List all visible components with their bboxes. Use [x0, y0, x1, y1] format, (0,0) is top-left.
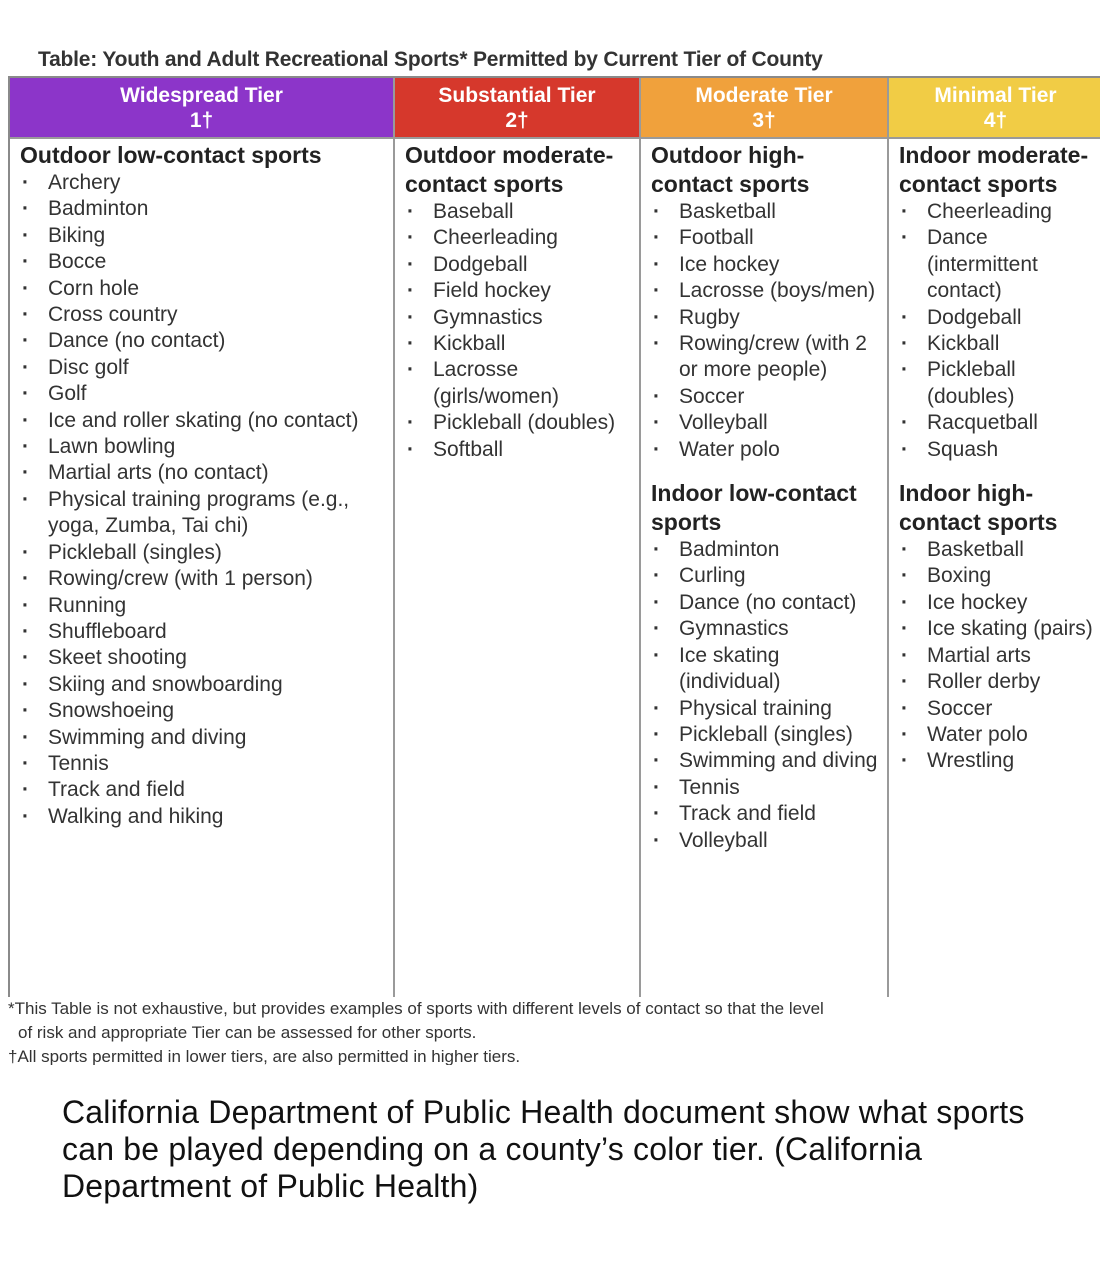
- tier-header-row: [10, 78, 1100, 137]
- sport-list-item: · Cross country: [20, 302, 387, 328]
- sport-list-item: · Running: [20, 593, 387, 619]
- sport-list: [20, 170, 387, 830]
- tier-header-moderate: [641, 78, 889, 137]
- sport-group-heading: Outdoor low-contact sports: [20, 142, 322, 168]
- column-widespread: [10, 139, 395, 997]
- tier-number: 1†: [189, 108, 214, 132]
- sport-list-item: · Pickleball (doubles): [405, 410, 633, 436]
- sport-list-item: · Volleyball: [651, 410, 881, 436]
- sport-list-item: · Baseball: [405, 199, 633, 225]
- sport-list-item: · Archery: [20, 170, 387, 196]
- sport-group: [405, 141, 633, 463]
- sport-list-item: · Pickleball (singles): [20, 540, 387, 566]
- sport-list-item: · Basketball: [651, 199, 881, 225]
- tier-name: Substantial Tier: [438, 83, 596, 107]
- tier-header-widespread: [10, 78, 395, 137]
- sport-list-item: · Basketball: [899, 537, 1096, 563]
- footnote-not-exhaustive: *This Table is not exhaustive, but provides examples of sports with different levels of contact so that the level: [8, 999, 824, 1018]
- sport-list-item: · Soccer: [899, 696, 1096, 722]
- tier-header-substantial: [395, 78, 641, 137]
- footnote-not-exhaustive-cont: of risk and appropriate Tier can be assessed for other sports.: [18, 1023, 477, 1042]
- sport-list-item: · Rugby: [651, 305, 881, 331]
- column-minimal: [889, 139, 1100, 997]
- sport-list-item: · Curling: [651, 563, 881, 589]
- tier-number: 4†: [983, 108, 1008, 132]
- sport-list: [899, 537, 1096, 775]
- sport-list-item: · Track and field: [20, 777, 387, 803]
- tier-name: Widespread Tier: [120, 83, 283, 107]
- sport-list-item: · Pickleball (singles): [651, 722, 881, 748]
- sport-list-item: · Disc golf: [20, 355, 387, 381]
- sport-list-item: · Boxing: [899, 563, 1096, 589]
- sport-list-item: · Cheerleading: [899, 199, 1096, 225]
- sport-list-item: · Badminton: [651, 537, 881, 563]
- sport-list-item: · Wrestling: [899, 748, 1096, 774]
- sport-list-item: · Dance (intermittent contact): [899, 225, 1096, 304]
- photo-caption: California Department of Public Health document show what sports can be played depending on a county’s color tier. (California Department of Public Health): [62, 1094, 1025, 1204]
- footnote-lower-tiers: †All sports permitted in lower tiers, are also permitted in higher tiers.: [8, 1047, 521, 1065]
- sport-list-item: · Pickleball (doubles): [899, 357, 1096, 410]
- sport-list-item: · Tennis: [20, 751, 387, 777]
- sport-list-item: · Water polo: [651, 437, 881, 463]
- sport-list-item: · Dodgeball: [899, 305, 1096, 331]
- sport-list-item: · Bocce: [20, 249, 387, 275]
- footnotes: [8, 997, 1100, 1065]
- sport-list-item: · Water polo: [899, 722, 1096, 748]
- sport-list-item: · Rowing/crew (with 2 or more people): [651, 331, 881, 384]
- sport-list-item: · Ice skating (individual): [651, 643, 881, 696]
- tier-name: Minimal Tier: [934, 83, 1057, 107]
- sport-list-item: · Ice skating (pairs): [899, 616, 1096, 642]
- sport-group: [899, 141, 1096, 463]
- sport-group-heading: Indoor high-contact sports: [899, 480, 1058, 536]
- sport-list-item: · Kickball: [899, 331, 1096, 357]
- sport-list-item: · Ice and roller skating (no contact): [20, 408, 387, 434]
- sport-list-item: · Gymnastics: [651, 616, 881, 642]
- sport-list-item: · Dance (no contact): [20, 328, 387, 354]
- sport-group-heading: Outdoor high-contact sports: [651, 142, 810, 197]
- sport-list-item: · Lacrosse (boys/men): [651, 278, 881, 304]
- sport-list-item: · Physical training programs (e.g., yoga, Zumba, Tai chi): [20, 487, 387, 540]
- sport-list: [899, 199, 1096, 463]
- sport-group: [651, 479, 881, 854]
- sport-list-item: · Martial arts: [899, 643, 1096, 669]
- sport-list-item: · Lacrosse (girls/women): [405, 357, 633, 410]
- sport-list-item: · Kickball: [405, 331, 633, 357]
- sport-list-item: · Dance (no contact): [651, 590, 881, 616]
- sport-list-item: · Snowshoeing: [20, 698, 387, 724]
- tier-name: Moderate Tier: [695, 83, 833, 107]
- sport-list-item: · Physical training: [651, 696, 881, 722]
- column-moderate: [641, 139, 889, 997]
- sport-list-item: · Ice hockey: [899, 590, 1096, 616]
- sport-list-item: · Golf: [20, 381, 387, 407]
- sport-list-item: · Squash: [899, 437, 1096, 463]
- sport-list-item: · Ice hockey: [651, 252, 881, 278]
- sport-group-heading: Indoor moderate-contact sports: [899, 142, 1089, 197]
- sport-list-item: · Cheerleading: [405, 225, 633, 251]
- sport-list-item: · Martial arts (no contact): [20, 460, 387, 486]
- sport-group-heading: Indoor low-contact sports: [651, 480, 857, 536]
- tier-table: [8, 76, 1100, 997]
- sport-list: [651, 537, 881, 854]
- sport-list-item: · Badminton: [20, 196, 387, 222]
- sport-list-item: · Swimming and diving: [651, 748, 881, 774]
- sport-group: [899, 479, 1096, 775]
- sport-list-item: · Volleyball: [651, 828, 881, 854]
- sport-list-item: · Dodgeball: [405, 252, 633, 278]
- sport-list-item: · Field hockey: [405, 278, 633, 304]
- tier-number: 3†: [752, 108, 776, 132]
- tier-number: 2†: [505, 108, 529, 132]
- sport-list-item: · Rowing/crew (with 1 person): [20, 566, 387, 592]
- sport-list-item: · Football: [651, 225, 881, 251]
- sport-list-item: · Track and field: [651, 801, 881, 827]
- sport-list-item: · Softball: [405, 437, 633, 463]
- column-substantial: [395, 139, 641, 997]
- tier-header-minimal: [889, 78, 1100, 137]
- sport-list-item: · Skeet shooting: [20, 645, 387, 671]
- sport-list-item: · Skiing and snowboarding: [20, 672, 387, 698]
- sport-list: [651, 199, 881, 463]
- sport-list-item: · Tennis: [651, 775, 881, 801]
- sport-list-item: · Gymnastics: [405, 305, 633, 331]
- sport-group: [20, 141, 387, 830]
- table-title: Table: Youth and Adult Recreational Sports* Permitted by Current Tier of County: [38, 48, 823, 71]
- sport-group-heading: Outdoor moderate-contact sports: [405, 142, 614, 197]
- sport-list-item: · Corn hole: [20, 276, 387, 302]
- sport-list-item: · Roller derby: [899, 669, 1096, 695]
- sport-list-item: · Racquetball: [899, 410, 1096, 436]
- sport-list-item: · Walking and hiking: [20, 804, 387, 830]
- sport-list: [405, 199, 633, 463]
- sport-list-item: · Swimming and diving: [20, 725, 387, 751]
- sport-list-item: · Lawn bowling: [20, 434, 387, 460]
- sport-list-item: · Shuffleboard: [20, 619, 387, 645]
- sport-list-item: · Soccer: [651, 384, 881, 410]
- sport-group: [651, 141, 881, 463]
- tier-body-row: [10, 137, 1100, 997]
- sport-list-item: · Biking: [20, 223, 387, 249]
